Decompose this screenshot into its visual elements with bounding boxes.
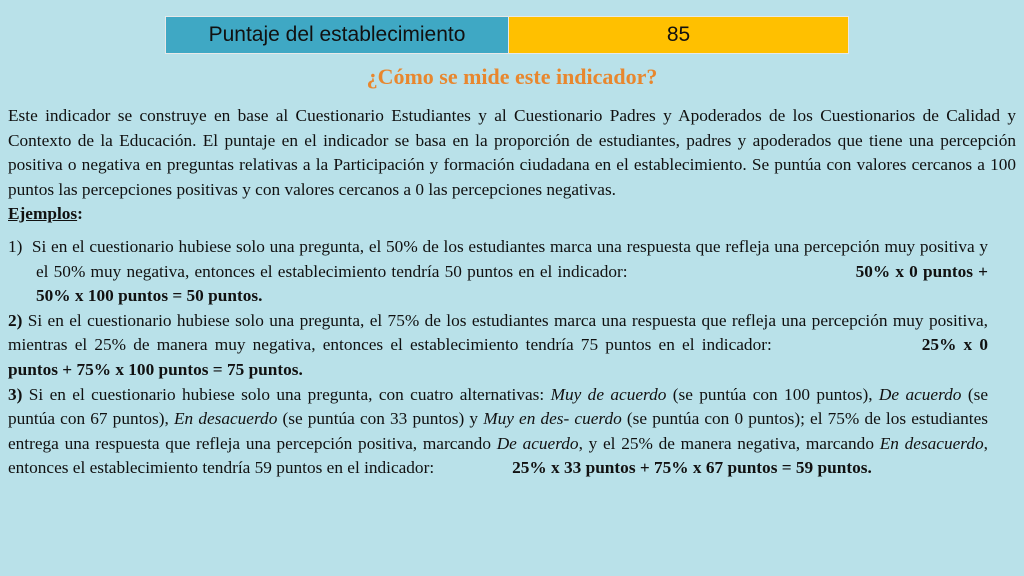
example-1 — [8, 235, 1016, 309]
score-value: 85 — [509, 17, 848, 53]
example-3-text-6: , y el 25% de manera negativa, marcando — [578, 433, 880, 453]
example-3-italic-5: De acuerdo — [496, 433, 579, 453]
example-3-italic-4: Muy en des- cuerdo — [483, 409, 622, 429]
example-3-formula: 25% x 33 puntos + 75% x 67 puntos = 59 puntos. — [512, 458, 872, 478]
example-3-text-1: Si en el cuestionario hubiese solo una pregunta, con cuatro alternativas: — [22, 384, 551, 404]
content-body — [8, 104, 1016, 481]
section-subtitle: ¿Cómo se mide este indicador? — [366, 64, 658, 89]
example-2-text: Si en el cuestionario hubiese solo una pregunta, el 75% de los estudiantes marca una respuesta que refleja una percepción muy positiva, mientras el 25% de manera muy negativa, entonces el establecimiento tendría 75 puntos en el indicador: — [8, 310, 988, 355]
example-1-text: Si en el cuestionario hubiese solo una pregunta, el 50% de los estudiantes marca una respuesta que refleja una percepción muy positiva y el 50% muy negativa, entonces el establecimiento tendría 50 puntos en el indicador: — [31, 236, 989, 281]
example-1-number: 1) — [8, 236, 23, 256]
example-3-italic-6: En desacuerdo — [879, 433, 984, 453]
score-label: Puntaje del establecimiento — [166, 17, 509, 53]
example-3 — [8, 383, 1016, 481]
example-2 — [8, 309, 1016, 383]
example-3-text-2: (se puntúa con 100 puntos), — [666, 384, 879, 404]
example-2-number: 2) — [8, 310, 23, 330]
example-3-text-5: (se puntúa con 0 puntos); el 75% de los estudiantes entrega una respuesta que refleja una percepción positiva, marcando — [8, 409, 988, 453]
example-3-text-3: (se puntúa con 67 puntos), — [8, 384, 988, 429]
example-3-number: 3) — [8, 384, 23, 404]
example-3-text-4: (se puntúa con 33 puntos) y — [277, 409, 484, 429]
example-3-text-7: , entonces el establecimiento tendría 59 puntos en el indicador: — [8, 433, 988, 478]
example-2-formula: 25% x 0 puntos + 75% x 100 puntos = 75 puntos. — [8, 335, 988, 379]
examples-heading-line — [8, 202, 1016, 227]
intro-paragraph: Este indicador se construye en base al Cuestionario Estudiantes y al Cuestionario Padres y Apoderados de los Cuestionarios de Calidad y Contexto de la Educación. El puntaje en el indicador se basa en la proporción de estudiantes, padres y apoderados que tiene una percepción positiva o negativa en preguntas relativas a la Participación y formación ciudadana en el establecimiento. Se puntúa con valores cercanos a 100 puntos las percepciones positivas y con valores cercanos a 0 las percepciones negativas. — [8, 106, 1016, 199]
score-table — [165, 16, 849, 54]
example-3-italic-1: Muy de acuerdo — [550, 384, 667, 404]
examples-heading: Ejemplos — [8, 204, 78, 224]
example-3-italic-2: De acuerdo — [878, 384, 962, 404]
examples-colon: : — [77, 204, 83, 224]
example-1-formula: 50% x 0 puntos + 50% x 100 puntos = 50 puntos. — [36, 261, 988, 306]
example-3-italic-3: En desacuerdo — [173, 409, 278, 429]
